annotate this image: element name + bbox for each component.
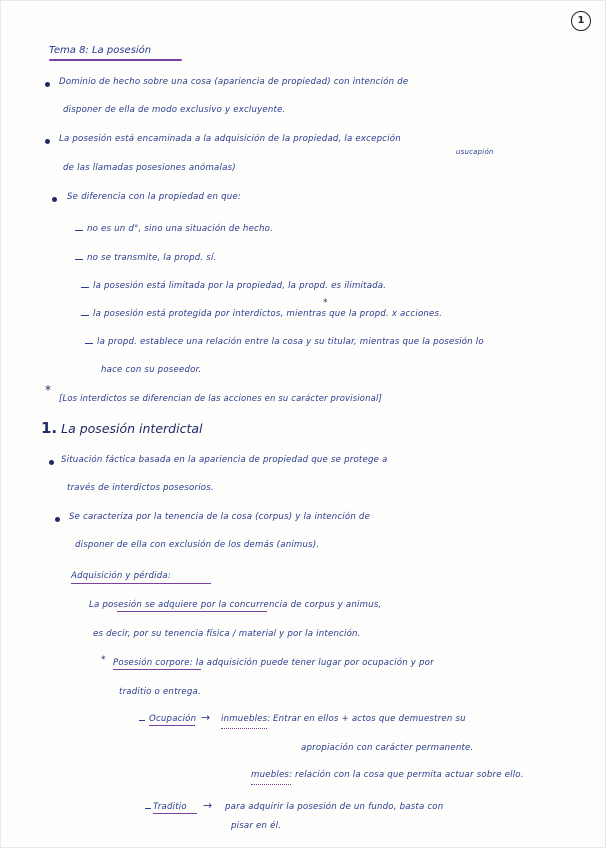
acquisition-line-1: La posesión se adquiere por la concurrencia de corpus y animus, <box>89 600 382 610</box>
difference-item-4: la posesión está protegida por interdictos, mientras que la propd. x acciones. <box>93 309 443 319</box>
traditio-line-2: pisar en él. <box>231 821 282 831</box>
difference-item-5-cont: hace con su poseedor. <box>101 365 202 375</box>
bullet-dot <box>45 139 50 144</box>
intro-bullet-1-line-2: disponer de ella de modo exclusivo y excluyente. <box>63 105 286 115</box>
dash-marker <box>81 287 89 288</box>
subheading-underline <box>71 583 211 584</box>
inmuebles-line-1: Entrar en ellos + actos que demuestren su <box>273 714 466 724</box>
difference-item-1: no es un d°, sino una situación de hecho. <box>87 224 274 234</box>
traditio-line-1: para adquirir la posesión de un fundo, basta con <box>225 802 444 812</box>
bullet-dot <box>49 460 54 465</box>
section-number: 1. <box>41 419 58 437</box>
muebles-underline <box>251 781 291 785</box>
ocupacion-underline <box>149 725 195 726</box>
asterisk-mark: * <box>101 655 106 665</box>
intro-bullet-1-line-1: Dominio de hecho sobre una cosa (apariencia de propiedad) con intención de <box>59 77 409 87</box>
dash-marker <box>75 259 83 260</box>
corpus-underline <box>113 669 201 670</box>
inmuebles-label: inmuebles: <box>221 714 271 724</box>
bullet-dot <box>55 517 60 522</box>
difference-item-2: no se transmite, la propd. sí. <box>87 253 217 263</box>
asterisk-mark: * <box>323 298 328 308</box>
bullet-dot <box>52 197 57 202</box>
corpus-line-2: traditio o entrega. <box>119 687 201 697</box>
inmuebles-line-2: apropiación con carácter permanente. <box>301 743 474 753</box>
page-number: 1 <box>571 11 591 31</box>
arrow-icon: → <box>201 711 211 724</box>
muebles-text: relación con la cosa que permita actuar sobre ello. <box>295 770 524 780</box>
section-title: La posesión interdictal <box>61 421 203 436</box>
section1-bullet-1-line-1: Situación fáctica basada en la apariencia de propiedad que se protege a <box>61 455 388 465</box>
section-heading <box>41 419 202 437</box>
dash-marker <box>139 720 145 721</box>
section1-bullet-1-line-2: través de interdictos posesorios. <box>67 483 214 493</box>
title-underline <box>49 59 182 61</box>
intro-bullet-2-line-1: La posesión está encaminada a la adquisición de la propiedad, la excepción <box>59 134 401 144</box>
difference-item-3: la posesión está limitada por la propiedad, la propd. es ilimitada. <box>93 281 387 291</box>
acquisition-underline <box>117 611 267 612</box>
intro-bullet-2-line-2: de las llamadas posesiones anómalas) <box>63 163 236 173</box>
dash-marker <box>75 230 83 231</box>
ocupacion-label: Ocupación <box>149 714 197 724</box>
traditio-underline <box>153 813 197 814</box>
intro-bullet-2-note: usucapión <box>456 148 494 156</box>
acquisition-line-2: es decir, por su tenencia física / material y por la intención. <box>93 629 361 639</box>
inmuebles-underline <box>221 725 267 729</box>
arrow-icon: → <box>203 799 213 812</box>
intro-bullet-3-line-1: Se diferencia con la propiedad en que: <box>67 192 241 202</box>
difference-item-5: la propd. establece una relación entre la cosa y su titular, mientras que la posesión lo <box>97 337 484 347</box>
muebles-label: muebles: <box>251 770 293 780</box>
dash-marker <box>81 315 89 316</box>
traditio-label: Traditio <box>153 802 187 812</box>
corpus-line-1: Posesión corpore: la adquisición puede tener lugar por ocupación y por <box>113 658 434 668</box>
section1-bullet-2-line-1: Se caracteriza por la tenencia de la cosa (corpus) y la intención de <box>69 512 371 522</box>
dash-marker <box>145 808 151 809</box>
section1-bullet-2-line-2: disponer de ella con exclusión de los demás (animus). <box>75 540 320 550</box>
bullet-dot <box>45 82 50 87</box>
page-title: Tema 8: La posesión <box>49 45 152 56</box>
asterisk-mark: * <box>45 383 51 397</box>
interdicts-footnote: [Los interdictos se diferencian de las acciones en su carácter provisional] <box>59 393 382 403</box>
dash-marker <box>85 343 93 344</box>
acquisition-subheading: Adquisición y pérdida: <box>71 571 171 581</box>
